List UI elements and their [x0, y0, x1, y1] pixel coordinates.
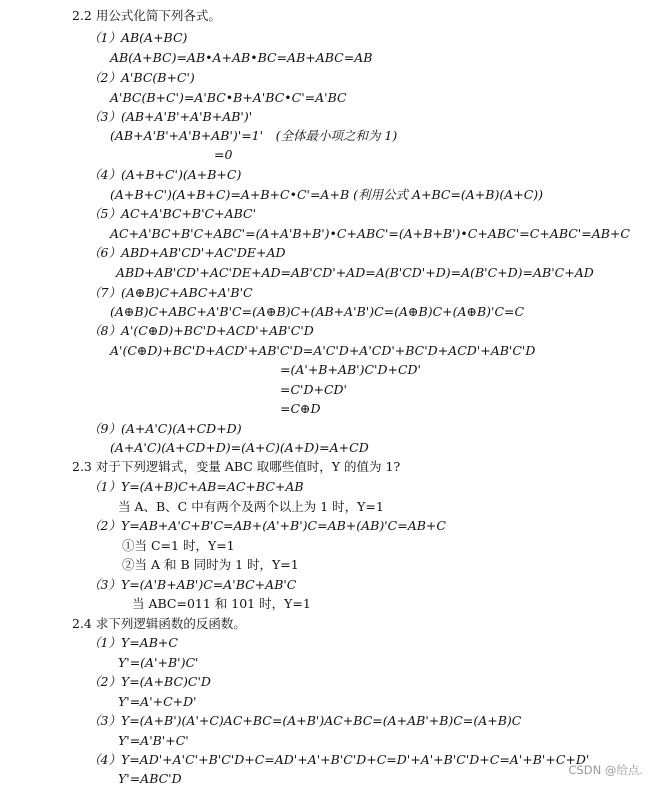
q-2-4-2: （2）Y=(A+BC)C'D [88, 674, 211, 689]
q-2-3-2: （2）Y=AB+A'C+B'C=AB+(A'+B')C=AB+(AB)'C=AB+C [88, 518, 446, 533]
q-2-2-7: （7）(A⊕B)C+ABC+A'B'C [88, 285, 253, 300]
a-2-2-7: (A⊕B)C+ABC+A'B'C=(A⊕B)C+(AB+A'B')C=(A⊕B)C+(A⊕B)'C=C [110, 304, 525, 319]
a-2-4-4: Y'=ABC'D [118, 771, 182, 786]
a-2-2-3a: (AB+A'B'+A'B+AB')'=1' (全体最小项之和为 1) [110, 128, 398, 143]
section-2-4-title: 2.4 求下列逻辑函数的反函数。 [72, 616, 246, 631]
q-2-4-4: （4）Y=AD'+A'C'+B'C'D+C=AD'+A'+B'C'D+C=D'+A'+B'C'D+C=A'+B'+C+D' [88, 752, 590, 767]
a-2-3-3: 当 ABC=011 和 101 时，Y=1 [132, 596, 311, 611]
q-2-2-9: （9）(A+A'C)(A+CD+D) [88, 421, 242, 436]
a-2-2-1: AB(A+BC)=AB•A+AB•BC=AB+ABC=AB [110, 50, 373, 65]
q-2-2-8: （8）A'(C⊕D)+BC'D+ACD'+AB'C'D [88, 323, 314, 338]
q-2-2-1: （1）AB(A+BC) [88, 30, 188, 45]
a-2-2-6: ABD+AB'CD'+AC'DE+AD=AB'CD'+AD=A(B'CD'+D)=A(B'C+D)=AB'C+AD [116, 265, 594, 280]
q-2-4-1: （1）Y=AB+C [88, 635, 178, 650]
a-2-2-9: (A+A'C)(A+CD+D)=(A+C)(A+D)=A+CD [110, 440, 369, 455]
a-2-2-8d: =C⊕D [280, 401, 321, 416]
q-2-2-2: （2）A'BC(B+C') [88, 70, 195, 85]
a-2-2-8a: A'(C⊕D)+BC'D+ACD'+AB'C'D=A'C'D+A'CD'+BC'D+ACD'+AB'C'D [110, 343, 536, 358]
a-2-2-3b: =0 [214, 147, 233, 162]
a-2-2-8c: =C'D+CD' [280, 382, 347, 397]
a-2-2-8b: =(A'+B+AB')C'D+CD' [280, 362, 421, 377]
a-2-2-5: AC+A'BC+B'C+ABC'=(A+A'B+B')•C+ABC'=(A+B+B')•C+ABC'=C+ABC'=AB+C [110, 226, 630, 241]
q-2-2-6: （6）ABD+AB'CD'+AC'DE+AD [88, 245, 286, 260]
a-2-3-2b: ②当 A 和 B 同时为 1 时，Y=1 [122, 557, 299, 572]
q-2-2-4: （4）(A+B+C')(A+B+C) [88, 167, 242, 182]
section-2-3-title: 2.3 对于下列逻辑式，变量 ABC 取哪些值时，Y 的值为 1? [72, 459, 401, 474]
a-2-4-1: Y'=(A'+B')C' [118, 655, 199, 670]
q-2-3-1: （1）Y=(A+B)C+AB=AC+BC+AB [88, 479, 304, 494]
a-2-3-1: 当 A、B、C 中有两个及两个以上为 1 时，Y=1 [118, 499, 384, 514]
a-2-3-2a: ①当 C=1 时，Y=1 [122, 538, 235, 553]
a-2-4-2: Y'=A'+C+D' [118, 694, 197, 709]
q-2-3-3: （3）Y=(A'B+AB')C=A'BC+AB'C [88, 577, 297, 592]
q-2-2-5: （5）AC+A'BC+B'C+ABC' [88, 206, 257, 221]
a-2-2-4: (A+B+C')(A+B+C)=A+B+C•C'=A+B (利用公式 A+BC=(A+B)(A+C)) [110, 187, 544, 202]
q-2-4-3: （3）Y=(A+B')(A'+C)AC+BC=(A+B')AC+BC=(A+AB'+B)C=(A+B)C [88, 713, 522, 728]
csdn-watermark: CSDN @给点. [568, 763, 643, 777]
section-2-2-title: 2.2 用公式化简下列各式。 [72, 8, 221, 23]
a-2-2-2: A'BC(B+C')=A'BC•B+A'BC•C'=A'BC [110, 90, 347, 105]
q-2-2-3: （3）(AB+A'B'+A'B+AB')' [88, 109, 253, 124]
a-2-4-3: Y'=A'B'+C' [118, 733, 189, 748]
